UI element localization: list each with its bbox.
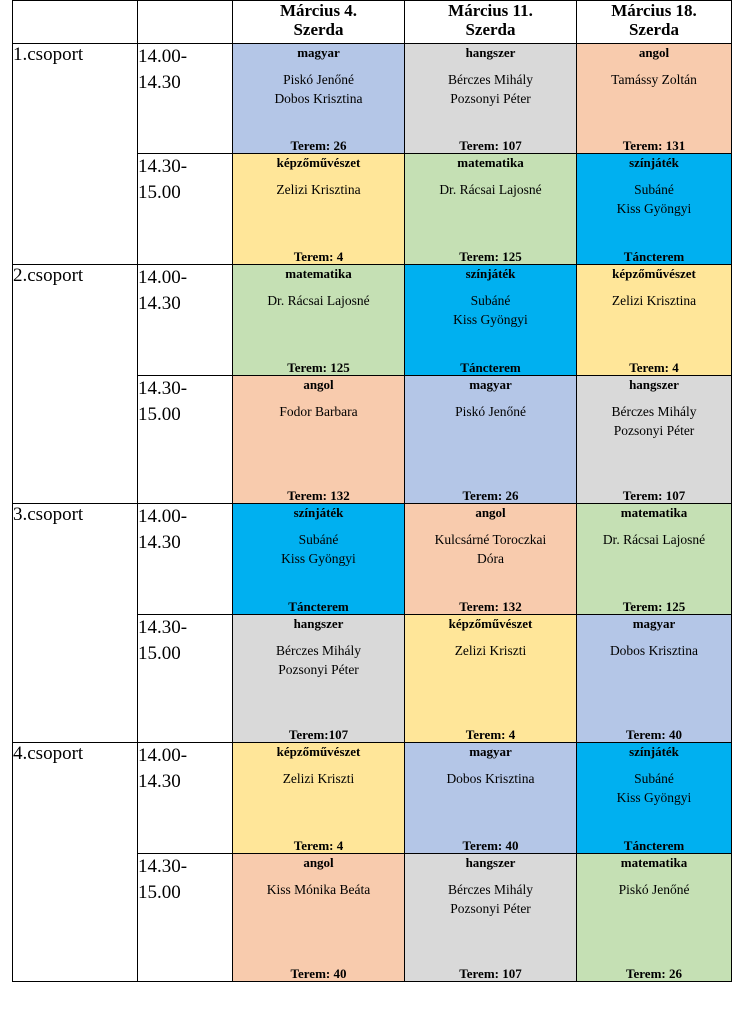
- teacher-name: Subáné: [634, 182, 674, 197]
- teacher-list: [577, 530, 731, 549]
- day-label: Szerda: [293, 20, 344, 39]
- room-label: Terem: 131: [622, 138, 686, 153]
- teacher-list: [233, 880, 404, 899]
- teacher-name: Pozsonyi Péter: [450, 91, 531, 106]
- room-label: Terem: 26: [290, 138, 347, 153]
- teacher-name: Dobos Krisztina: [609, 643, 699, 658]
- subject-label: képzőművészet: [276, 155, 361, 170]
- time-slot: [138, 854, 233, 982]
- teacher-name: Pozsonyi Péter: [278, 662, 359, 677]
- time-label: 14.00-: [138, 506, 188, 527]
- teacher-name: Dóra: [477, 551, 504, 566]
- lesson-cell: [233, 854, 405, 982]
- lesson-cell: [233, 44, 405, 154]
- teacher-name: Bérczes Mihály: [275, 643, 362, 658]
- teacher-list: [405, 530, 576, 568]
- room-label: Terem: 107: [459, 966, 522, 981]
- room-label: Terem: 4: [293, 838, 344, 853]
- teacher-name: Subáné: [298, 532, 339, 547]
- lesson-cell: [405, 504, 577, 615]
- room-label: Terem: 26: [462, 488, 519, 503]
- lesson-cell: [405, 265, 577, 376]
- room-label: Terem: 40: [462, 838, 519, 853]
- lesson-cell: [405, 154, 577, 265]
- teacher-list: [233, 70, 404, 108]
- lesson-cell: [233, 743, 405, 854]
- subject-label: hangszer: [465, 855, 516, 870]
- time-slot: [138, 743, 233, 854]
- teacher-name: Kulcsárné Toroczkai: [434, 532, 547, 547]
- slot-row: [13, 44, 732, 154]
- time-label: 14.30: [138, 532, 181, 553]
- time-label: 14.30-: [138, 156, 188, 177]
- teacher-list: [577, 402, 731, 440]
- time-slot: [138, 265, 233, 376]
- time-label: 14.30: [138, 72, 181, 93]
- teacher-name: Bérczes Mihály: [611, 404, 697, 419]
- time-slot: [138, 504, 233, 615]
- room-label: Táncterem: [288, 599, 349, 614]
- lesson-cell: [405, 44, 577, 154]
- lesson-cell: [577, 44, 732, 154]
- subject-label: matematika: [285, 266, 352, 281]
- teacher-name: Pozsonyi Péter: [613, 423, 695, 438]
- teacher-name: Kiss Gyöngyi: [616, 201, 692, 216]
- lesson-cell: [577, 154, 732, 265]
- room-label: Terem: 4: [629, 360, 679, 375]
- corner-cell: [138, 1, 233, 44]
- time-slot: [138, 44, 233, 154]
- time-slot: [138, 154, 233, 265]
- lesson-cell: [233, 615, 405, 743]
- teacher-name: Piskó Jenőné: [283, 72, 354, 87]
- lesson-cell: [405, 376, 577, 504]
- subject-label: matematika: [620, 855, 688, 870]
- teacher-name: Zelizi Kriszti: [454, 643, 527, 658]
- subject-label: képzőművészet: [276, 744, 361, 759]
- teacher-name: Zelizi Kriszti: [282, 771, 355, 786]
- lesson-cell: [233, 376, 405, 504]
- subject-label: színjáték: [465, 266, 516, 281]
- room-label: Terem: 125: [459, 249, 522, 264]
- subject-label: angol: [475, 505, 506, 520]
- date-header: [405, 1, 577, 44]
- time-label: 14.30-: [138, 856, 188, 877]
- teacher-name: Dobos Krisztina: [446, 771, 535, 786]
- teacher-name: Subáné: [470, 293, 511, 308]
- date-header: [233, 1, 405, 44]
- subject-label: színjáték: [629, 744, 679, 759]
- subject-label: matematika: [620, 505, 688, 520]
- room-label: Táncterem: [623, 838, 685, 853]
- lesson-cell: [405, 743, 577, 854]
- teacher-name: Zelizi Krisztina: [276, 182, 361, 197]
- teacher-name: Kiss Mónika Beáta: [266, 882, 371, 897]
- lesson-cell: [405, 854, 577, 982]
- teacher-list: [405, 70, 576, 108]
- subject-label: magyar: [469, 744, 512, 759]
- room-label: Terem: 107: [459, 138, 522, 153]
- teacher-name: Bérczes Mihály: [447, 72, 534, 87]
- teacher-list: [405, 641, 576, 660]
- teacher-list: [577, 880, 731, 899]
- teacher-name: Tamássy Zoltán: [611, 72, 697, 87]
- subject-label: színjáték: [293, 505, 344, 520]
- teacher-name: Dobos Krisztina: [274, 91, 363, 106]
- teacher-name: Bérczes Mihály: [447, 882, 534, 897]
- teacher-list: [233, 402, 404, 421]
- date-label: Március 4.: [279, 1, 358, 20]
- time-label: 14.00-: [138, 745, 188, 766]
- teacher-list: [405, 769, 576, 788]
- lesson-cell: [577, 743, 732, 854]
- teacher-list: [577, 291, 731, 310]
- lesson-cell: [577, 854, 732, 982]
- time-label: 14.30: [138, 293, 181, 314]
- time-slot: [138, 615, 233, 743]
- teacher-name: Dr. Rácsai Lajosné: [267, 293, 370, 308]
- teacher-name: Dr. Rácsai Lajosné: [602, 532, 706, 547]
- group-name: 2.csoport: [13, 265, 138, 504]
- time-slot: [138, 376, 233, 504]
- teacher-name: Kiss Gyöngyi: [453, 312, 528, 327]
- schedule-table: [12, 0, 732, 982]
- teacher-list: [577, 641, 731, 660]
- room-label: Terem: 125: [287, 360, 350, 375]
- lesson-cell: [233, 154, 405, 265]
- subject-label: angol: [303, 377, 334, 392]
- slot-row: [13, 504, 732, 615]
- time-label: 15.00: [138, 404, 181, 425]
- subject-label: angol: [303, 855, 334, 870]
- time-label: 15.00: [138, 643, 181, 664]
- teacher-list: [577, 180, 731, 218]
- room-label: Terem: 40: [290, 966, 347, 981]
- subject-label: matematika: [457, 155, 524, 170]
- subject-label: magyar: [297, 45, 340, 60]
- room-label: Terem: 125: [622, 599, 686, 614]
- group-name: 1.csoport: [13, 44, 138, 265]
- day-label: Szerda: [465, 20, 516, 39]
- teacher-list: [233, 530, 404, 568]
- room-label: Terem: 4: [293, 249, 344, 264]
- subject-label: magyar: [632, 616, 676, 631]
- room-label: Terem: 132: [459, 599, 522, 614]
- subject-label: angol: [638, 45, 670, 60]
- teacher-name: Dr. Rácsai Lajosné: [439, 182, 542, 197]
- lesson-cell: [233, 504, 405, 615]
- room-label: Terem: 132: [287, 488, 350, 503]
- group-name: 4.csoport: [13, 743, 138, 982]
- room-label: Terem: 107: [622, 488, 686, 503]
- time-label: 14.00-: [138, 267, 188, 288]
- lesson-cell: [233, 265, 405, 376]
- teacher-list: [233, 641, 404, 679]
- lesson-cell: [577, 615, 732, 743]
- teacher-list: [233, 180, 404, 199]
- subject-label: képzőművészet: [612, 266, 696, 281]
- room-label: Táncterem: [460, 360, 521, 375]
- corner-cell: [13, 1, 138, 44]
- teacher-list: [233, 291, 404, 310]
- room-label: Táncterem: [623, 249, 685, 264]
- teacher-name: Pozsonyi Péter: [450, 901, 531, 916]
- teacher-name: Zelizi Krisztina: [611, 293, 697, 308]
- time-label: 14.30-: [138, 378, 188, 399]
- slot-row: [13, 743, 732, 854]
- subject-label: színjáték: [629, 155, 679, 170]
- room-label: Terem: 26: [626, 966, 682, 981]
- group-name: 3.csoport: [13, 504, 138, 743]
- teacher-name: Piskó Jenőné: [618, 882, 690, 897]
- time-label: 15.00: [138, 182, 181, 203]
- teacher-list: [577, 769, 731, 807]
- teacher-name: Kiss Gyöngyi: [281, 551, 356, 566]
- slot-row: [13, 265, 732, 376]
- room-label: Terem:107: [288, 727, 349, 742]
- teacher-list: [405, 180, 576, 199]
- teacher-name: Kiss Gyöngyi: [616, 790, 692, 805]
- date-label: Március 18.: [611, 1, 697, 20]
- subject-label: magyar: [469, 377, 512, 392]
- teacher-list: [577, 70, 731, 89]
- teacher-name: Fodor Barbara: [279, 404, 358, 419]
- subject-label: hangszer: [465, 45, 516, 60]
- lesson-cell: [577, 376, 732, 504]
- teacher-list: [405, 880, 576, 918]
- subject-label: hangszer: [293, 616, 344, 631]
- lesson-cell: [577, 504, 732, 615]
- lesson-cell: [577, 265, 732, 376]
- room-label: Terem: 4: [465, 727, 516, 742]
- date-header: [577, 1, 732, 44]
- header-row: [13, 1, 732, 44]
- teacher-name: Piskó Jenőné: [455, 404, 526, 419]
- teacher-list: [405, 291, 576, 329]
- time-label: 15.00: [138, 882, 181, 903]
- teacher-list: [233, 769, 404, 788]
- time-label: 14.30: [138, 771, 181, 792]
- teacher-name: Subáné: [634, 771, 674, 786]
- subject-label: hangszer: [629, 377, 679, 392]
- lesson-cell: [405, 615, 577, 743]
- subject-label: képzőművészet: [448, 616, 533, 631]
- day-label: Szerda: [628, 20, 680, 39]
- time-label: 14.30-: [138, 617, 188, 638]
- time-label: 14.00-: [138, 46, 188, 67]
- teacher-list: [405, 402, 576, 421]
- date-label: Március 11.: [448, 1, 533, 20]
- room-label: Terem: 40: [626, 727, 682, 742]
